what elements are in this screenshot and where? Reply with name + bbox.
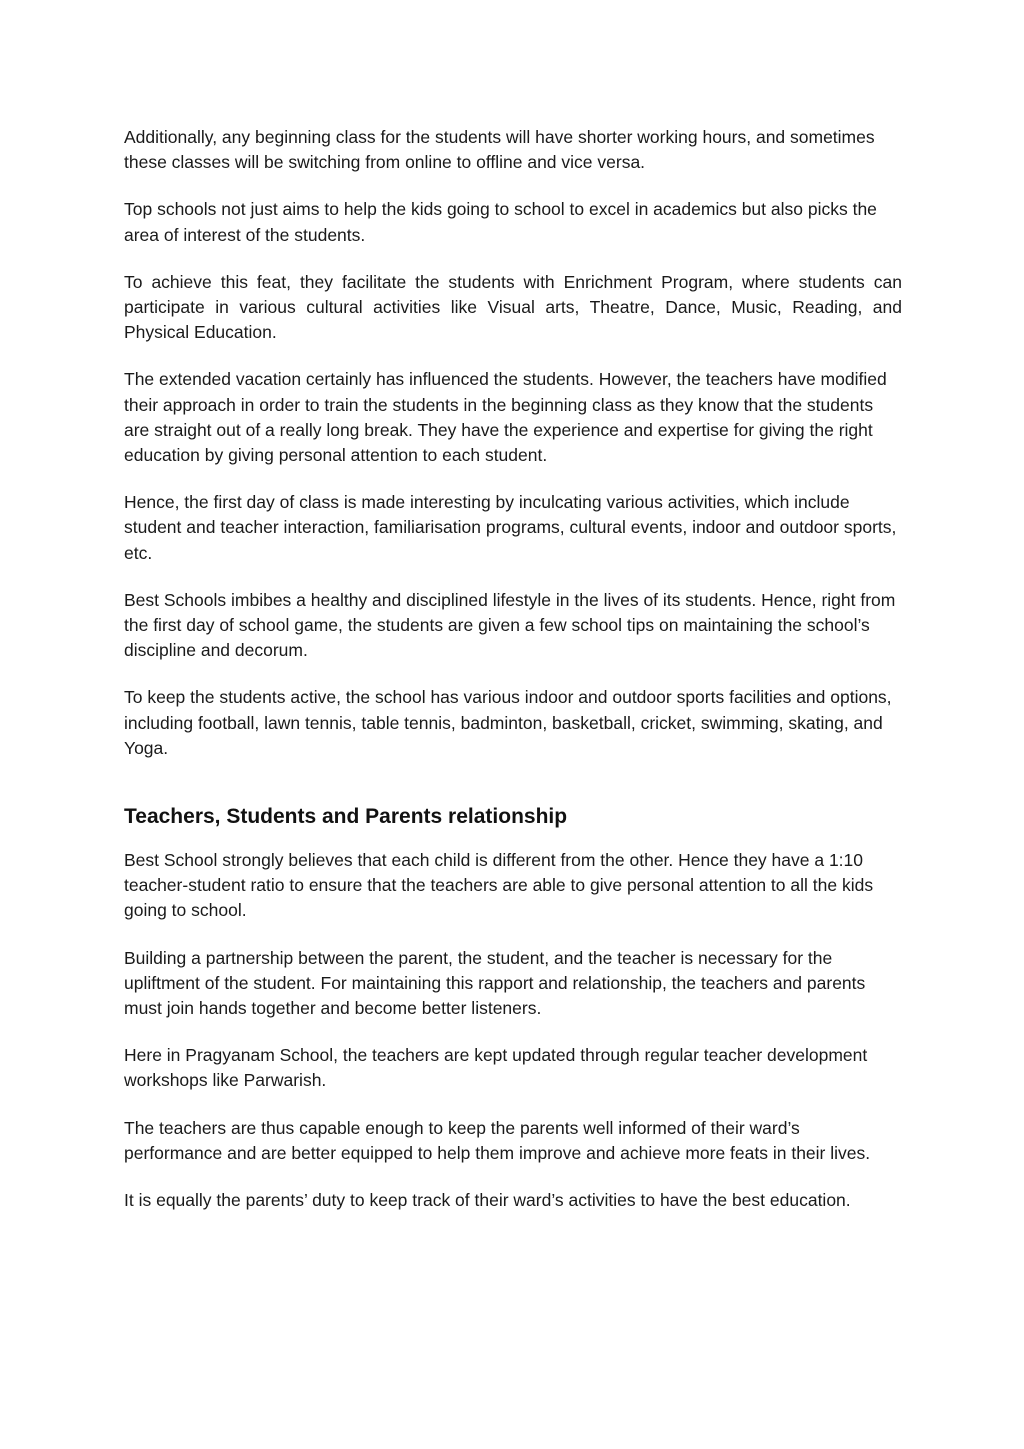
section-heading: Teachers, Students and Parents relationship bbox=[124, 805, 568, 829]
paragraph: To keep the students active, the school has various indoor and outdoor sports facilities and options, including football, lawn tennis, table tennis, badminton, basketball, cricket, swimming, skating, and Yoga. bbox=[124, 687, 892, 758]
paragraph: The extended vacation certainly has influenced the students. However, the teachers have modified their approach in order to train the students in the beginning class as they know that the students are straight out of a really long break. They have the experience and expertise for giving the right education by giving personal attention to each student. bbox=[124, 369, 887, 466]
paragraph: To achieve this feat, they facilitate the students with Enrichment Program, where students can participate in various cultural activities like Visual arts, Theatre, Dance, Music, Reading, and Physical Education. bbox=[124, 271, 902, 343]
paragraph: Additionally, any beginning class for the students will have shorter working hours, and sometimes these classes will be switching from online to offline and vice versa. bbox=[124, 127, 875, 173]
paragraph: Hence, the first day of class is made interesting by inculcating various activities, which include student and teacher interaction, familiarisation programs, cultural events, indoor and outdoor sports, etc. bbox=[124, 492, 897, 563]
paragraph: Best Schools imbibes a healthy and disciplined lifestyle in the lives of its students. Hence, right from the first day of school game, the students are given a few school tips on maintaining the school’s discipline and decorum. bbox=[124, 589, 896, 661]
paragraph: Top schools not just aims to help the kids going to school to excel in academics but also picks the area of interest of the students. bbox=[124, 199, 877, 245]
document-page bbox=[124, 125, 902, 1235]
paragraph: It is equally the parents’ duty to keep track of their ward’s activities to have the best education. bbox=[124, 1190, 851, 1211]
paragraph: The teachers are thus capable enough to keep the parents well informed of their ward’s performance and are better equipped to help them improve and achieve more feats in their lives. bbox=[124, 1117, 871, 1163]
paragraph: Best School strongly believes that each child is different from the other. Hence they have a 1:10 teacher-student ratio to ensure that the teachers are able to give personal attention to all the kids going to school. bbox=[124, 850, 874, 921]
paragraph: Building a partnership between the parent, the student, and the teacher is necessary for the upliftment of the student. For maintaining this rapport and relationship, the teachers and parents must join hands together and become better listeners. bbox=[124, 947, 866, 1019]
paragraph: Here in Pragyanam School, the teachers are kept updated through regular teacher development workshops like Parwarish. bbox=[124, 1045, 868, 1091]
